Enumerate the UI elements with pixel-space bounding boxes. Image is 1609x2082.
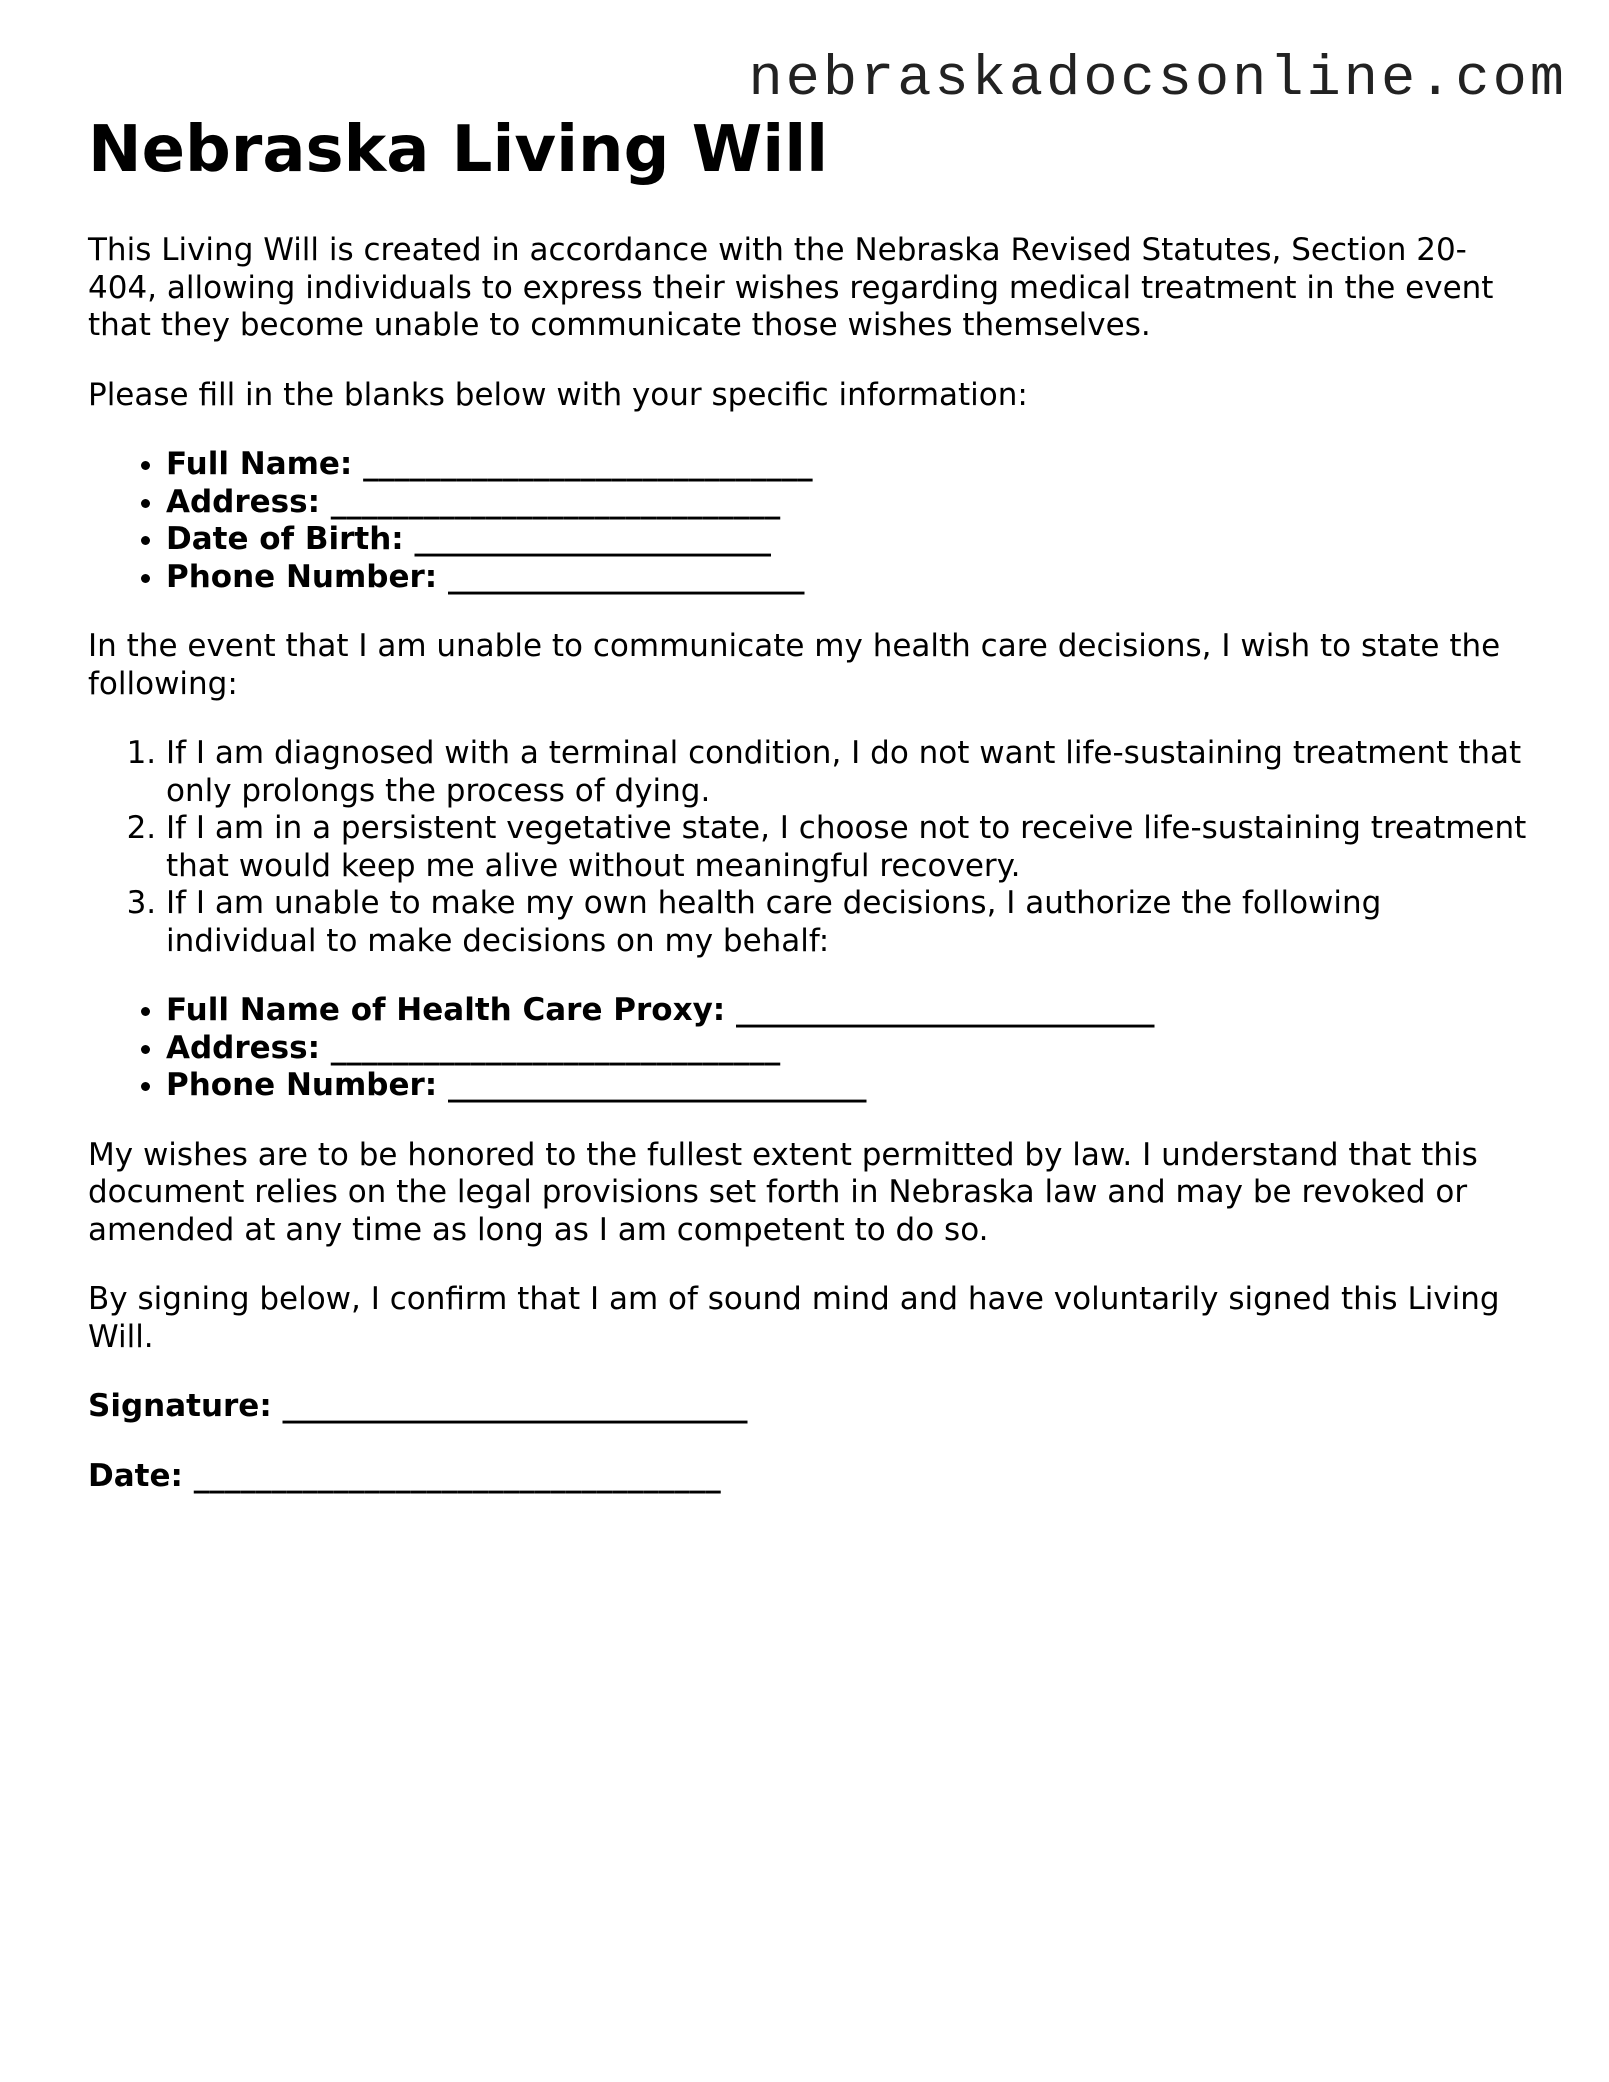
- watermark: nebraskadocsonline.com: [748, 48, 1567, 112]
- field-label: Full Name:: [166, 446, 353, 482]
- intro-paragraph: This Living Will is created in accordance with the Nebraska Revised Statutes, Section 20-404, allowing individuals to express their wishes regarding medical treatment in the event that they become unable to communicate those wishes themselves.: [88, 232, 1494, 343]
- field-blank[interactable]: _____________________________: [363, 446, 813, 482]
- field-label: Address:: [166, 483, 320, 520]
- address-field[interactable]: [166, 484, 1528, 522]
- date-field[interactable]: [88, 1458, 1528, 1496]
- honor-statement: My wishes are to be honored to the fullest extent permitted by law. I understand that this document relies on the legal provisions set forth in Nebraska law and may be revoked or amended at any time as long as I am competent to do so.: [88, 1136, 1478, 1248]
- field-blank[interactable]: _____________________________: [330, 483, 781, 520]
- signature-field[interactable]: [88, 1388, 1528, 1426]
- date-blank[interactable]: __________________________________: [193, 1457, 721, 1494]
- wish-item: 1. If I am diagnosed with a terminal condition, I do not want life-sustaining treatment that only prolongs the process of dying.: [166, 735, 1528, 810]
- field-label: Phone Number:: [166, 1067, 438, 1103]
- wish-item: 3. If I am unable to make my own health care decisions, I authorize the following individual to make decisions on my behalf:: [166, 885, 1528, 960]
- field-blank[interactable]: _______________________: [448, 558, 805, 595]
- field-label: Address:: [166, 1029, 320, 1066]
- event-intro-paragraph: In the event that I am unable to communicate my health care decisions, I wish to state the following:: [88, 628, 1501, 702]
- proxy-phone-field[interactable]: [166, 1067, 1528, 1105]
- document-title: Nebraska Living Will: [88, 113, 829, 187]
- proxy-address-field[interactable]: [166, 1030, 1528, 1068]
- date-label: Date:: [88, 1457, 183, 1494]
- signature-blank[interactable]: ______________________________: [282, 1388, 748, 1424]
- confirmation-statement: By signing below, I confirm that I am of sound mind and have voluntarily signed this Living Will.: [88, 1281, 1500, 1355]
- wishes-list: [88, 735, 1528, 960]
- field-blank[interactable]: ___________________________: [735, 992, 1155, 1028]
- proxy-info-list: [88, 992, 1528, 1105]
- field-blank[interactable]: _______________________: [414, 521, 771, 557]
- document-page: [88, 108, 1528, 1495]
- signature-label: Signature:: [88, 1388, 272, 1424]
- full-name-field[interactable]: [166, 446, 1528, 484]
- field-blank[interactable]: ___________________________: [448, 1067, 867, 1103]
- field-blank[interactable]: _____________________________: [330, 1029, 781, 1066]
- field-label: Date of Birth:: [166, 521, 404, 557]
- wish-item: 2. If I am in a persistent vegetative state, I choose not to receive life-sustaining treatment that would keep me alive without meaningful recovery.: [166, 810, 1528, 885]
- field-label: Full Name of Health Care Proxy:: [166, 992, 726, 1028]
- fill-instruction: Please fill in the blanks below with your specific information:: [88, 376, 1028, 413]
- phone-number-field[interactable]: [166, 559, 1528, 597]
- field-label: Phone Number:: [166, 558, 438, 595]
- date-of-birth-field[interactable]: [166, 521, 1528, 559]
- personal-info-list: [88, 446, 1528, 596]
- proxy-name-field[interactable]: [166, 992, 1528, 1030]
